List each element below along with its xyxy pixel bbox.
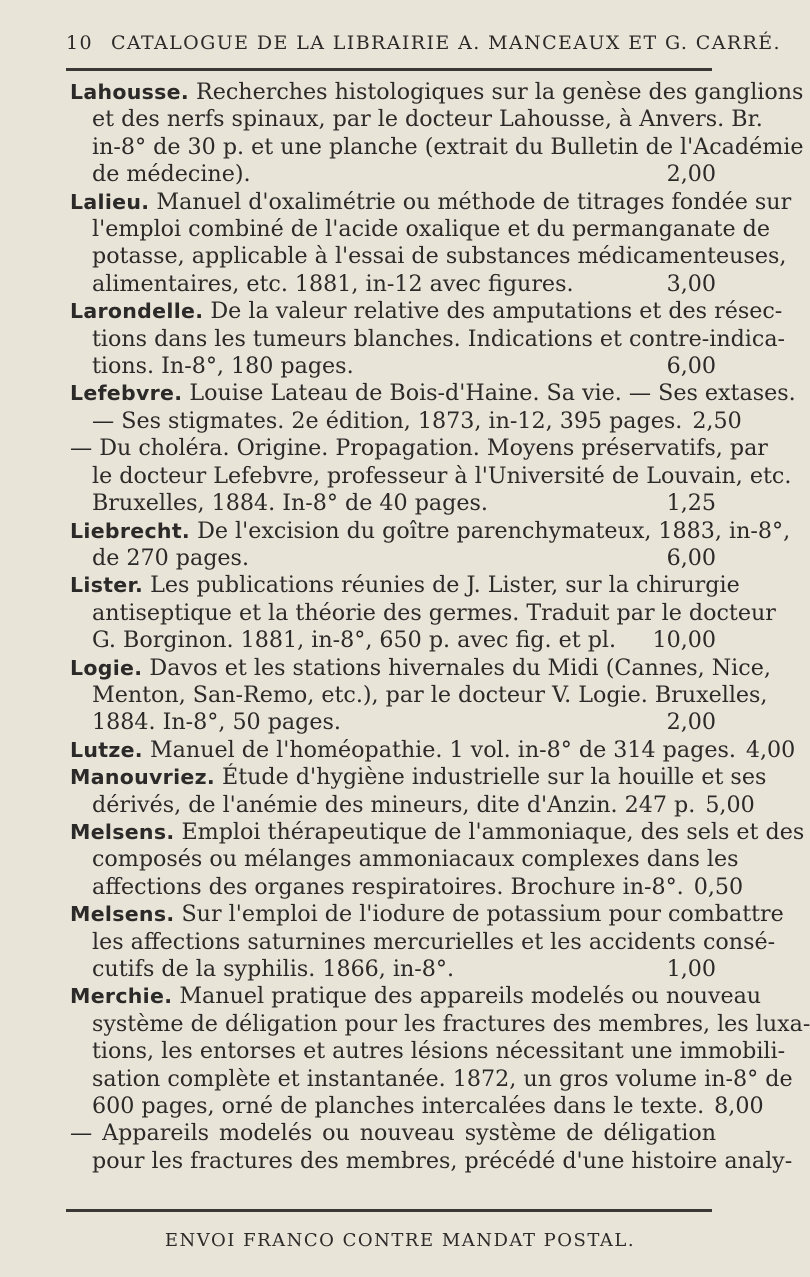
- author-name: Lister.: [70, 573, 144, 598]
- entry-line: [70, 407, 742, 435]
- price: 1,25: [666, 490, 716, 517]
- entry-line: [70, 1120, 716, 1147]
- entry-line: [70, 298, 783, 325]
- entry-text: Manuel pratique des appareils modelés ou nouveau: [179, 983, 762, 1010]
- entry-text: de médecine).: [92, 161, 251, 188]
- entry-text: Sur l'emploi de l'iodure de potassium pour combattre: [181, 901, 784, 928]
- entry-line: [70, 380, 796, 407]
- author-name: Merchie.: [70, 984, 173, 1009]
- entry-line: [70, 764, 767, 791]
- entry-text: 1884. In-8°, 50 pages.: [92, 709, 341, 736]
- entry-text: Recherches histologiques sur la genèse des ganglions: [196, 79, 804, 105]
- author-name: Melsens.: [70, 819, 175, 844]
- catalogue-entry: [70, 435, 792, 517]
- catalogue-entry: [70, 901, 784, 983]
- entry-line: [70, 133, 804, 161]
- entry-text: alimentaires, etc. 1881, in-12 avec figures.: [92, 270, 574, 297]
- entry-line: [70, 983, 762, 1010]
- entry-line: [70, 271, 716, 298]
- page-number: 10: [66, 32, 93, 54]
- author-name: Logie.: [70, 655, 143, 680]
- author-name: Melsens.: [70, 902, 175, 927]
- entry-text: Menton, San-Remo, etc.), par le docteur V. Logie. Bruxelles,: [92, 681, 768, 708]
- catalogue-entry: [70, 380, 796, 435]
- entry-text: — Ses stigmates. 2e édition, 1873, in-12, 395 pages.: [92, 407, 683, 434]
- entry-line: [70, 545, 716, 572]
- author-name: Lahousse.: [70, 80, 189, 104]
- entry-line: [70, 517, 791, 545]
- entry-text: tions dans les tumeurs blanches. Indications et contre-indica-: [92, 325, 786, 352]
- entry-line: [70, 681, 768, 709]
- entry-text: De la valeur relative des amputations et des résec-: [210, 298, 783, 325]
- author-name: Lutze.: [70, 737, 143, 762]
- entry-line: [70, 216, 770, 243]
- entry-line: [70, 627, 716, 654]
- entry-text: le docteur Lefebvre, professeur à l'Université de Louvain, etc.: [92, 462, 792, 489]
- entry-text: Manuel d'oxalimétrie ou méthode de titrages fondée sur: [156, 188, 792, 215]
- author-name: Liebrecht.: [70, 518, 191, 543]
- bottom-rule: [66, 1209, 712, 1212]
- price: 0,50: [693, 873, 744, 900]
- catalogue-entry: [70, 1120, 793, 1175]
- entry-text: Davos et les stations hivernales du Midi (Cannes, Nice,: [149, 654, 771, 681]
- entry-line: [70, 956, 716, 983]
- catalogue-entry: [70, 654, 771, 737]
- author-name: Lalieu.: [70, 189, 150, 214]
- price: 10,00: [652, 627, 716, 654]
- entry-line: [70, 1065, 793, 1093]
- entry-text: l'emploi combiné de l'acide oxalique et du permanganate de: [92, 216, 770, 243]
- entry-line: [70, 188, 792, 216]
- entry-text: Emploi thérapeutique de l'ammoniaque, des sels et des: [181, 818, 805, 845]
- catalogue-entry: [70, 298, 786, 380]
- entry-line: [70, 106, 763, 133]
- catalogue-entry: [70, 983, 810, 1120]
- entry-line: [70, 654, 771, 682]
- catalogue-entry: [70, 79, 804, 189]
- entry-line: [70, 462, 792, 490]
- entry-text: — Du choléra. Origine. Propagation. Moyens préservatifs, par: [70, 435, 768, 462]
- entry-text: De l'excision du goître parenchymateux, 1883, in-8°,: [197, 517, 791, 544]
- entry-line: [70, 353, 716, 380]
- entry-text: in-8° de 30 p. et une planche (extrait du Bulletin de l'Académie: [92, 133, 804, 160]
- entry-text: 600 pages, orné de planches intercalées dans le texte.: [92, 1093, 705, 1120]
- entry-line: [70, 161, 716, 188]
- entry-text: Louise Lateau de Bois-d'Haine. Sa vie. — Ses extases.: [189, 380, 796, 407]
- footer-note: ENVOI FRANCO CONTRE MANDAT POSTAL.: [164, 1230, 636, 1251]
- entry-line: [70, 243, 787, 270]
- catalogue-entry: [70, 572, 776, 654]
- entry-line: [70, 818, 805, 846]
- catalogue-entry: [70, 517, 791, 573]
- entry-line: [70, 1093, 764, 1120]
- entry-text: Les publications réunies de J. Lister, sur la chirurgie: [150, 572, 740, 599]
- entry-text: sation complète et instantanée. 1872, un gros volume in-8° de: [92, 1065, 793, 1092]
- entry-line: [70, 901, 784, 928]
- entry-text: les affections saturnines mercurielles et les accidents consé-: [92, 928, 776, 955]
- entry-text: Étude d'hygiène industrielle sur la houille et ses: [222, 764, 767, 791]
- catalogue-entry: [70, 188, 792, 299]
- catalogue-entry: [70, 764, 767, 819]
- price: 3,00: [666, 270, 716, 297]
- price: 1,00: [666, 956, 716, 982]
- entry-line: [70, 1147, 793, 1175]
- price: 2,50: [692, 407, 742, 434]
- entry-line: [70, 79, 804, 106]
- entry-line: [70, 325, 786, 353]
- author-name: Manouvriez.: [70, 765, 215, 790]
- entry-text: antiseptique et la théorie des germes. Traduit par le docteur: [92, 599, 776, 626]
- entry-line: [70, 928, 776, 956]
- price: 6,00: [666, 544, 716, 571]
- entry-text: de 270 pages.: [92, 544, 249, 571]
- top-rule: [66, 68, 712, 71]
- author-name: Lefebvre.: [70, 381, 183, 406]
- author-name: Larondelle.: [70, 299, 204, 324]
- entry-line: [70, 435, 768, 462]
- entry-text: G. Borginon. 1881, in-8°, 650 p. avec fig. et pl.: [92, 627, 617, 654]
- entry-text: — Appareils modelés ou nouveau système de déligation: [70, 1120, 716, 1147]
- entry-text: cutifs de la syphilis. 1866, in-8°.: [92, 956, 455, 982]
- entry-text: pour les fractures des membres, précédé d'une histoire analy-: [92, 1147, 793, 1174]
- entry-text: tions, les entorses et autres lésions nécessitant une immobili-: [92, 1038, 786, 1065]
- entry-text: affections des organes respiratoires. Brochure in-8°.: [92, 873, 684, 900]
- entry-text: composés ou mélanges ammoniacaux complexes dans les: [92, 846, 739, 873]
- entry-line: [70, 709, 716, 736]
- entry-text: et des nerfs spinaux, par le docteur Lahousse, à Anvers. Br.: [92, 106, 763, 133]
- entry-text: dérivés, de l'anémie des mineurs, dite d'Anzin. 247 p.: [92, 791, 696, 818]
- header-title: CATALOGUE DE LA LIBRAIRIE A. MANCEAUX ET G. CARRÉ.: [110, 32, 781, 54]
- entry-text: tions. In-8°, 180 pages.: [92, 353, 354, 380]
- catalogue-entries: [70, 79, 810, 1175]
- entry-line: [70, 736, 796, 764]
- entry-text: système de déligation pour les fractures des membres, les luxa-: [92, 1010, 810, 1037]
- entry-line: [70, 1010, 810, 1038]
- price: 8,00: [714, 1093, 764, 1120]
- entry-line: [70, 791, 755, 819]
- entry-line: [70, 572, 740, 599]
- price: 4,00: [745, 736, 796, 763]
- running-header: [66, 32, 781, 54]
- catalogue-entry: [70, 818, 805, 901]
- entry-text: potasse, applicable à l'essai de substances médicamenteuses,: [92, 243, 787, 270]
- entry-line: [70, 1038, 786, 1065]
- price: 2,00: [666, 709, 716, 736]
- entry-line: [70, 490, 716, 517]
- catalogue-entry: [70, 736, 796, 764]
- price: 2,00: [666, 161, 716, 188]
- entry-line: [70, 873, 744, 901]
- entry-text: Bruxelles, 1884. In-8° de 40 pages.: [92, 490, 488, 517]
- price: 5,00: [705, 791, 755, 818]
- price: 6,00: [666, 353, 716, 380]
- entry-text: Manuel de l'homéopathie. 1 vol. in-8° de 314 pages.: [149, 736, 736, 763]
- entry-line: [70, 846, 739, 873]
- entry-line: [70, 599, 776, 627]
